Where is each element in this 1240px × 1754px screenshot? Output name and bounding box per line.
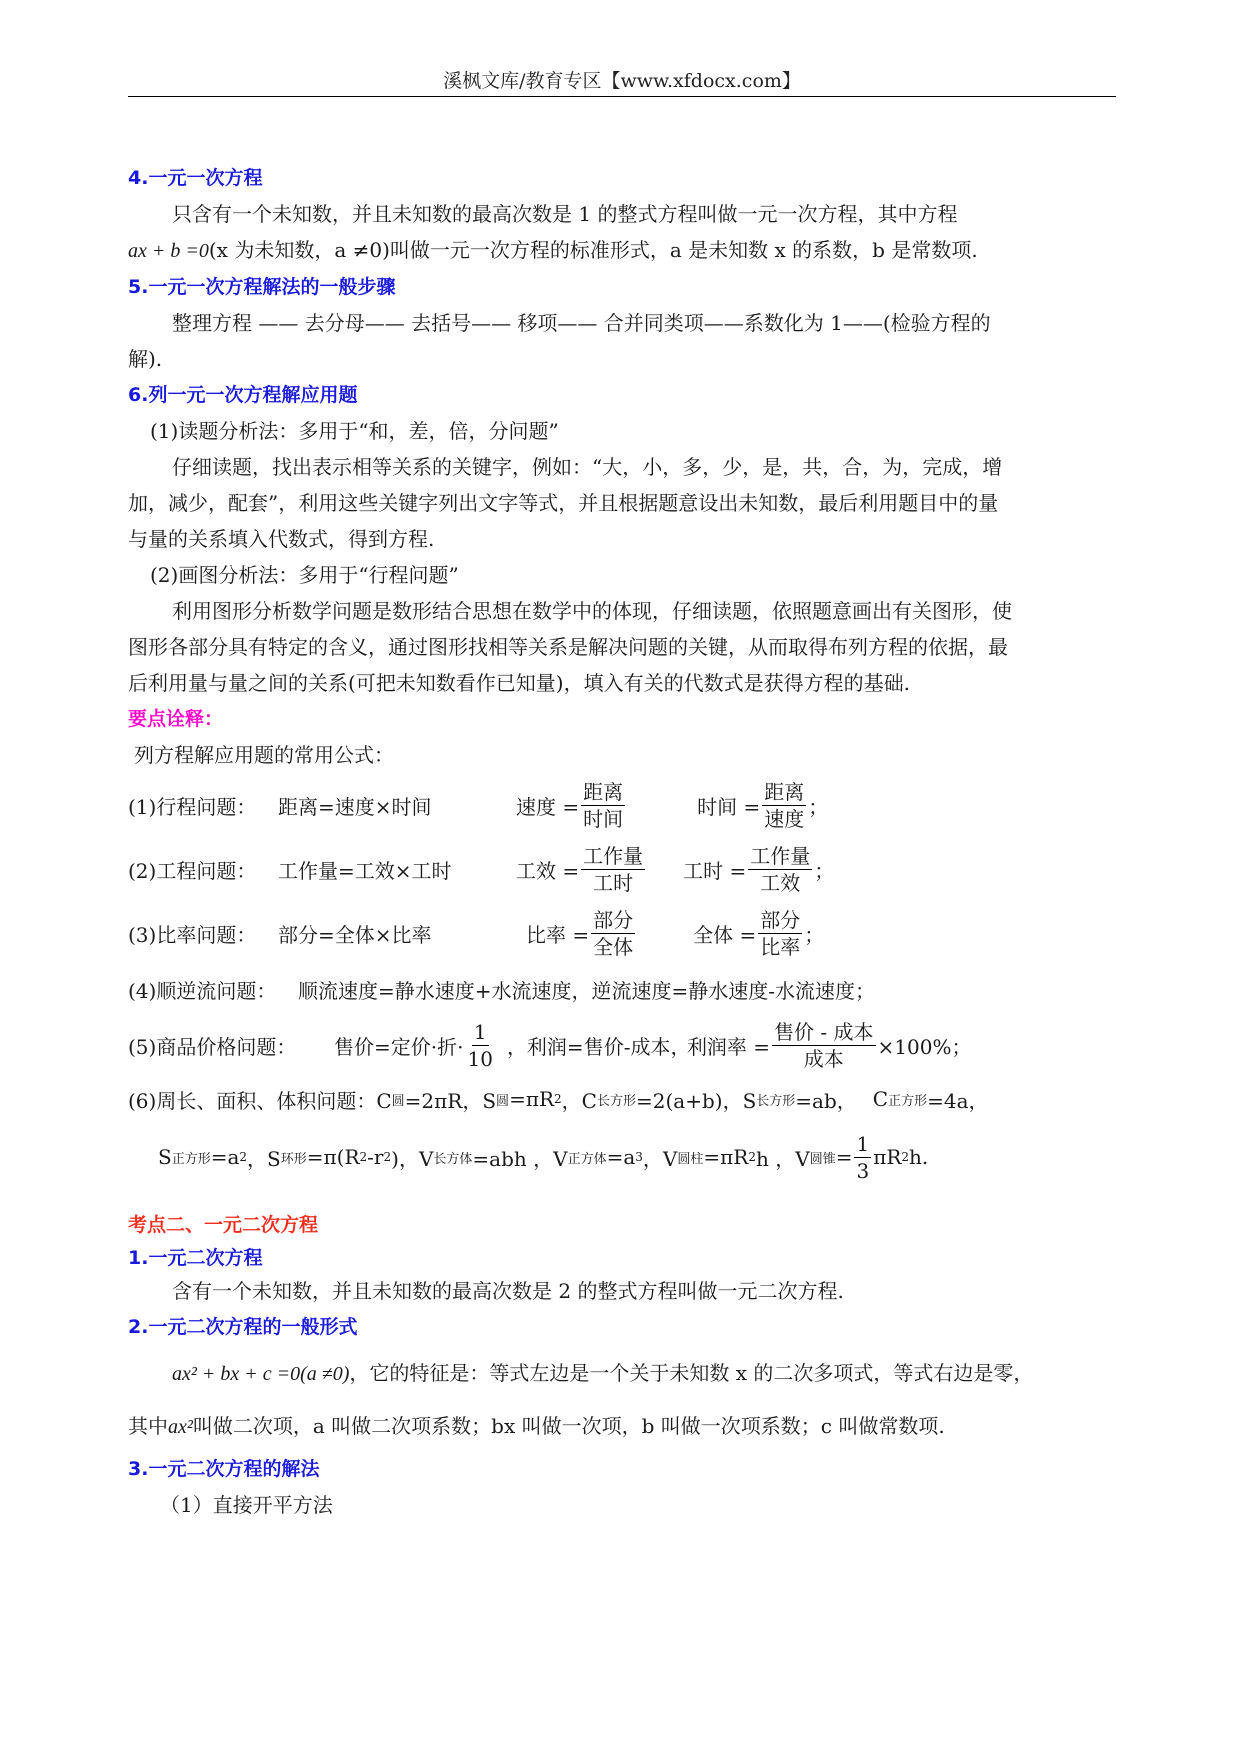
geometry-text: =2πR，S bbox=[404, 1088, 497, 1113]
fraction-numerator: 售价 - 成本 bbox=[774, 1019, 874, 1044]
formula-label: (4)顺逆流问题： bbox=[128, 978, 277, 1003]
formula-row-travel bbox=[128, 773, 1118, 837]
geometry-text: πR bbox=[873, 1145, 902, 1169]
geometry-text: ，V bbox=[642, 1146, 678, 1171]
fraction-numerator: 部分 bbox=[760, 907, 801, 932]
superscript: 2 bbox=[383, 1150, 392, 1164]
formula-label: (2)工程问题： bbox=[128, 858, 257, 883]
fraction bbox=[772, 1019, 875, 1072]
fraction-numerator: 距离 bbox=[583, 779, 624, 804]
quadratic-para-text: ，它的特征是：等式左边是一个关于未知数 x 的二次多项式，等式右边是零， bbox=[349, 1361, 1034, 1385]
fraction-denominator: 工效 bbox=[760, 870, 801, 895]
superscript: 2 bbox=[748, 1150, 756, 1164]
quadratic-section-1-para: 含有一个未知数，并且未知数的最高次数是 2 的整式方程叫做一元二次方程. bbox=[172, 1279, 844, 1303]
section-4-para-line2-text: (x 为未知数，a ≠0)叫做一元一次方程的标准形式，a 是未知数 x 的系数，b 是常数项. bbox=[208, 238, 978, 262]
formula-text: ，利润=售价-成本， bbox=[506, 1034, 691, 1059]
quadratic-term: ax² bbox=[168, 1416, 193, 1438]
formula-label: (1)行程问题： bbox=[128, 794, 257, 819]
method-1-para-line3: 与量的关系填入代数式，得到方程. bbox=[128, 527, 435, 551]
page-header: 溪枫文库/教育专区【www.xfdocx.com】 bbox=[443, 70, 801, 92]
fraction bbox=[854, 1131, 871, 1184]
quadratic-para-text: 叫做二次项，a 叫做二次项系数；bx 叫做一次项，b 叫做一次项系数；c 叫做常数项. bbox=[192, 1414, 945, 1438]
subscript: 圆 bbox=[496, 1093, 510, 1109]
subscript: 正方形 bbox=[888, 1093, 928, 1109]
formula-row-geometry-line2 bbox=[128, 1121, 1118, 1193]
formula-end: ×100%； bbox=[877, 1034, 972, 1059]
fraction-numerator: 部分 bbox=[593, 907, 634, 932]
quadratic-section-2-title: 2.一元二次方程的一般形式 bbox=[128, 1316, 358, 1338]
method-2-para-line2: 图形各部分具有特定的含义，通过图形找相等关系是解决问题的关键，从而取得布列方程的依据，最 bbox=[128, 635, 1008, 659]
quadratic-para-text: 其中 bbox=[128, 1414, 168, 1438]
formula-lhs: 速度 = bbox=[516, 794, 580, 819]
section-4-para-line2 bbox=[128, 232, 1118, 269]
method-1-para-line2: 加，减少，配套”，利用这些关键字列出文字等式，并且根据题意设出未知数，最后利用题目中的量 bbox=[128, 491, 999, 515]
geometry-text: =abh ，V bbox=[472, 1146, 568, 1171]
geometry-text: ，S bbox=[247, 1146, 281, 1171]
geometry-text: =2(a+b)，S bbox=[636, 1088, 757, 1113]
quadratic-method-1: （1）直接开平方法 bbox=[160, 1493, 333, 1517]
formula-label: (3)比率问题： bbox=[128, 922, 257, 947]
section-5-para-line2: 解). bbox=[128, 347, 163, 371]
geometry-text: )，V bbox=[391, 1146, 434, 1171]
key-notes-title: 要点诠释： bbox=[128, 708, 224, 730]
geometry-text: =πR bbox=[703, 1145, 749, 1169]
subscript: 圆柱 bbox=[677, 1151, 704, 1167]
fraction-denominator: 10 bbox=[467, 1046, 493, 1071]
geometry-text: h ，V bbox=[756, 1146, 810, 1171]
quadratic-section-2-para-line1 bbox=[128, 1345, 1118, 1402]
fraction bbox=[581, 779, 625, 832]
method-2-para-line1: 利用图形分析数学问题是数形结合思想在数学中的体现，仔细读题，依照题意画出有关图形，使 bbox=[172, 599, 1012, 623]
formula-end: ； bbox=[804, 922, 825, 947]
formula-lhs: 利润率 = bbox=[686, 1034, 771, 1059]
geometry-text: =πR bbox=[509, 1087, 555, 1111]
method-2-para-line3: 后利用量与量之间的关系(可把未知数看作已知量)，填入有关的代数式是获得方程的基础. bbox=[128, 671, 910, 695]
fraction bbox=[581, 843, 645, 896]
geometry-text: =π(R bbox=[306, 1145, 360, 1169]
formula-lhs: 工时 = bbox=[683, 858, 747, 883]
formula-equation: 顺流速度=静水速度+水流速度，逆流速度=静水速度-水流速度； bbox=[298, 978, 876, 1003]
superscript: 2 bbox=[239, 1150, 248, 1164]
fraction bbox=[762, 779, 806, 832]
topic-2-title: 考点二、一元二次方程 bbox=[128, 1214, 319, 1236]
method-2-heading: (2)画图分析法：多用于“行程问题” bbox=[150, 563, 459, 587]
fraction-numerator: 1 bbox=[856, 1131, 870, 1156]
geometry-text: S bbox=[158, 1145, 172, 1169]
quadratic-equation-formula: ax² + bx + c =0(a ≠0) bbox=[172, 1363, 350, 1385]
section-6-title: 6.列一元一次方程解应用题 bbox=[128, 384, 358, 406]
geometry-text: ，C bbox=[561, 1088, 597, 1113]
geometry-text: =a bbox=[210, 1145, 240, 1169]
fraction-numerator: 1 bbox=[473, 1019, 487, 1044]
superscript: 2 bbox=[554, 1092, 562, 1106]
section-5-title: 5.一元一次方程解法的一般步骤 bbox=[128, 276, 396, 298]
fraction-numerator: 距离 bbox=[764, 779, 805, 804]
fraction bbox=[591, 907, 635, 960]
subscript: 圆锥 bbox=[809, 1151, 836, 1167]
linear-equation-formula: ax + b =0 bbox=[128, 240, 209, 262]
subscript: 长方形 bbox=[756, 1093, 796, 1109]
formula-row-geometry-line1 bbox=[128, 1077, 1118, 1121]
formula-end: ； bbox=[808, 794, 829, 819]
method-1-para-line1: 仔细读题，找出表示相等关系的关键字，例如：“大，小，多，少，是，共，合，为，完成，增 bbox=[172, 455, 1003, 479]
superscript: 3 bbox=[635, 1150, 643, 1164]
geometry-text: =ab， bbox=[795, 1088, 857, 1113]
fraction-denominator: 比率 bbox=[760, 934, 801, 959]
fraction-numerator: 工作量 bbox=[750, 843, 811, 868]
quadratic-section-1-title: 1.一元二次方程 bbox=[128, 1247, 263, 1269]
subscript: 长方体 bbox=[433, 1151, 473, 1167]
subscript: 长方形 bbox=[596, 1093, 636, 1109]
formula-lhs: 工效 = bbox=[516, 858, 580, 883]
fraction bbox=[465, 1019, 494, 1072]
fraction bbox=[758, 907, 802, 960]
subscript: 正方体 bbox=[567, 1151, 607, 1167]
formula-row-price bbox=[128, 1013, 1118, 1077]
fraction-denominator: 工时 bbox=[593, 870, 634, 895]
document-body bbox=[128, 160, 1118, 1523]
section-4-para-line1: 只含有一个未知数，并且未知数的最高次数是 1 的整式方程叫做一元一次方程，其中方程 bbox=[172, 202, 958, 226]
formula-end: ； bbox=[814, 858, 835, 883]
formula-row-ratio bbox=[128, 901, 1118, 965]
fraction-denominator: 成本 bbox=[803, 1046, 844, 1071]
formula-equation: 距离=速度×时间 bbox=[278, 794, 432, 819]
fraction-denominator: 时间 bbox=[583, 806, 624, 831]
section-4-title: 4.一元一次方程 bbox=[128, 167, 263, 189]
quadratic-section-2-para-line2 bbox=[128, 1402, 1118, 1451]
fraction-numerator: 工作量 bbox=[583, 843, 644, 868]
fraction-denominator: 3 bbox=[856, 1158, 870, 1183]
geometry-text: h. bbox=[909, 1145, 929, 1169]
geometry-text: C bbox=[872, 1087, 889, 1111]
formula-equation: 工作量=工效×工时 bbox=[278, 858, 452, 883]
formula-label: (5)商品价格问题： bbox=[128, 1034, 297, 1059]
header-divider bbox=[128, 96, 1116, 97]
method-1-heading: (1)读题分析法：多用于“和，差，倍，分问题” bbox=[150, 419, 559, 443]
formula-equation: 部分=全体×比率 bbox=[278, 922, 432, 947]
geometry-text: =a bbox=[606, 1145, 636, 1169]
section-5-para-line1: 整理方程 —— 去分母—— 去括号—— 移项—— 合并同类项——系数化为 1——(检验方程的 bbox=[172, 311, 991, 335]
subscript: 圆 bbox=[391, 1093, 405, 1109]
formula-row-flow bbox=[128, 965, 1118, 1013]
superscript: 2 bbox=[901, 1150, 910, 1164]
geometry-text: -r bbox=[367, 1145, 384, 1169]
fraction-denominator: 全体 bbox=[593, 934, 634, 959]
formula-row-work bbox=[128, 837, 1118, 901]
formula-lhs: 比率 = bbox=[526, 922, 590, 947]
formula-lhs: 时间 = bbox=[697, 794, 761, 819]
key-notes-intro: 列方程解应用题的常用公式： bbox=[134, 743, 394, 767]
formula-text: 售价=定价·折· bbox=[334, 1034, 464, 1059]
geometry-text: = bbox=[835, 1145, 853, 1169]
quadratic-section-3-title: 3.一元二次方程的解法 bbox=[128, 1458, 320, 1480]
fraction bbox=[748, 843, 812, 896]
subscript: 正方形 bbox=[171, 1151, 211, 1167]
geometry-text: (6)周长、面积、体积问题：C bbox=[128, 1088, 392, 1113]
geometry-text: =4a， bbox=[927, 1088, 989, 1113]
superscript: 2 bbox=[359, 1150, 368, 1164]
formula-lhs: 全体 = bbox=[693, 922, 757, 947]
fraction-denominator: 速度 bbox=[764, 806, 805, 831]
subscript: 环形 bbox=[280, 1151, 307, 1167]
